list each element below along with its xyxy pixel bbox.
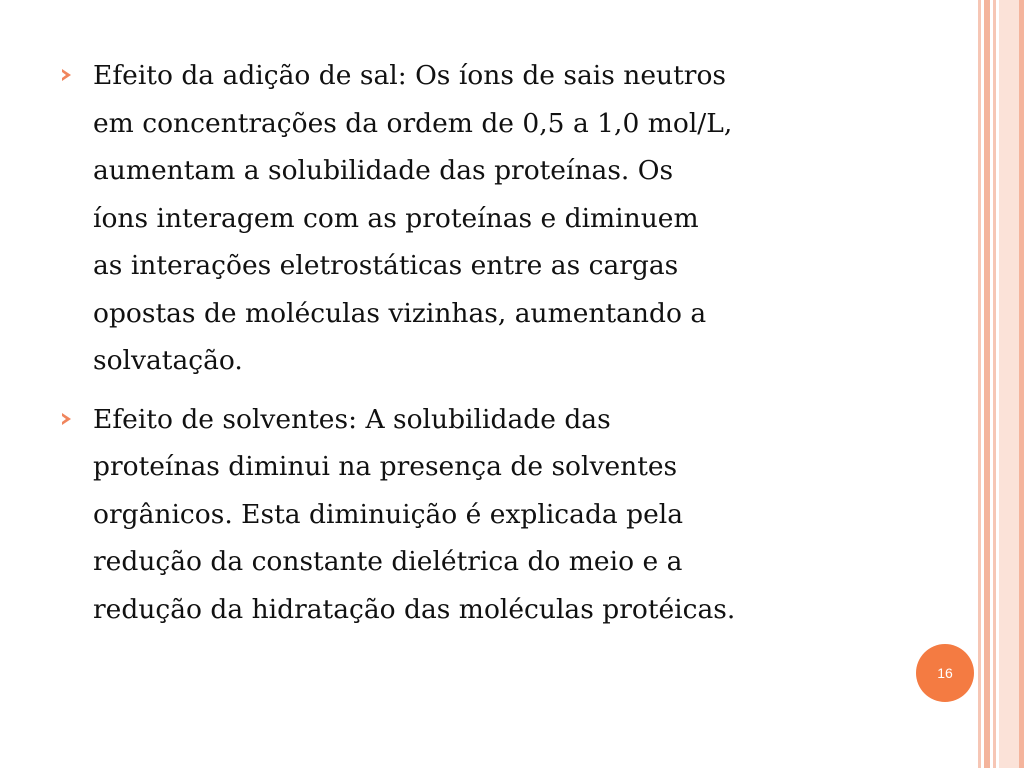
decorative-stripe xyxy=(984,0,990,768)
slide-content xyxy=(62,52,962,644)
bullet-text: Efeito da adição de sal: Os íons de sais neutros em concentrações da ordem de 0,5 a 1,0 mol/L, aumentam a solubilidade das proteínas. Os íons interagem com as proteínas e diminuem as interações eletrostáticas entre as cargas opostas de moléculas vizinhas, aumentando a solvatação. xyxy=(93,60,733,376)
bullet-item xyxy=(62,396,962,634)
page-number: 16 xyxy=(937,665,953,681)
arrow-bullet-icon xyxy=(62,413,71,425)
arrow-bullet-icon xyxy=(62,69,71,81)
decorative-stripe xyxy=(978,0,981,768)
bullet-item xyxy=(62,52,962,385)
page-number-badge xyxy=(916,644,974,702)
bullet-text: Efeito de solventes: A solubilidade das proteínas diminui na presença de solventes orgânicos. Esta diminuição é explicada pela redução da constante dielétrica do meio e a redução da hidratação das moléculas protéicas. xyxy=(93,403,736,625)
decorative-stripe xyxy=(1019,0,1024,768)
decorative-stripe xyxy=(999,0,1019,768)
decorative-stripe xyxy=(993,0,996,768)
